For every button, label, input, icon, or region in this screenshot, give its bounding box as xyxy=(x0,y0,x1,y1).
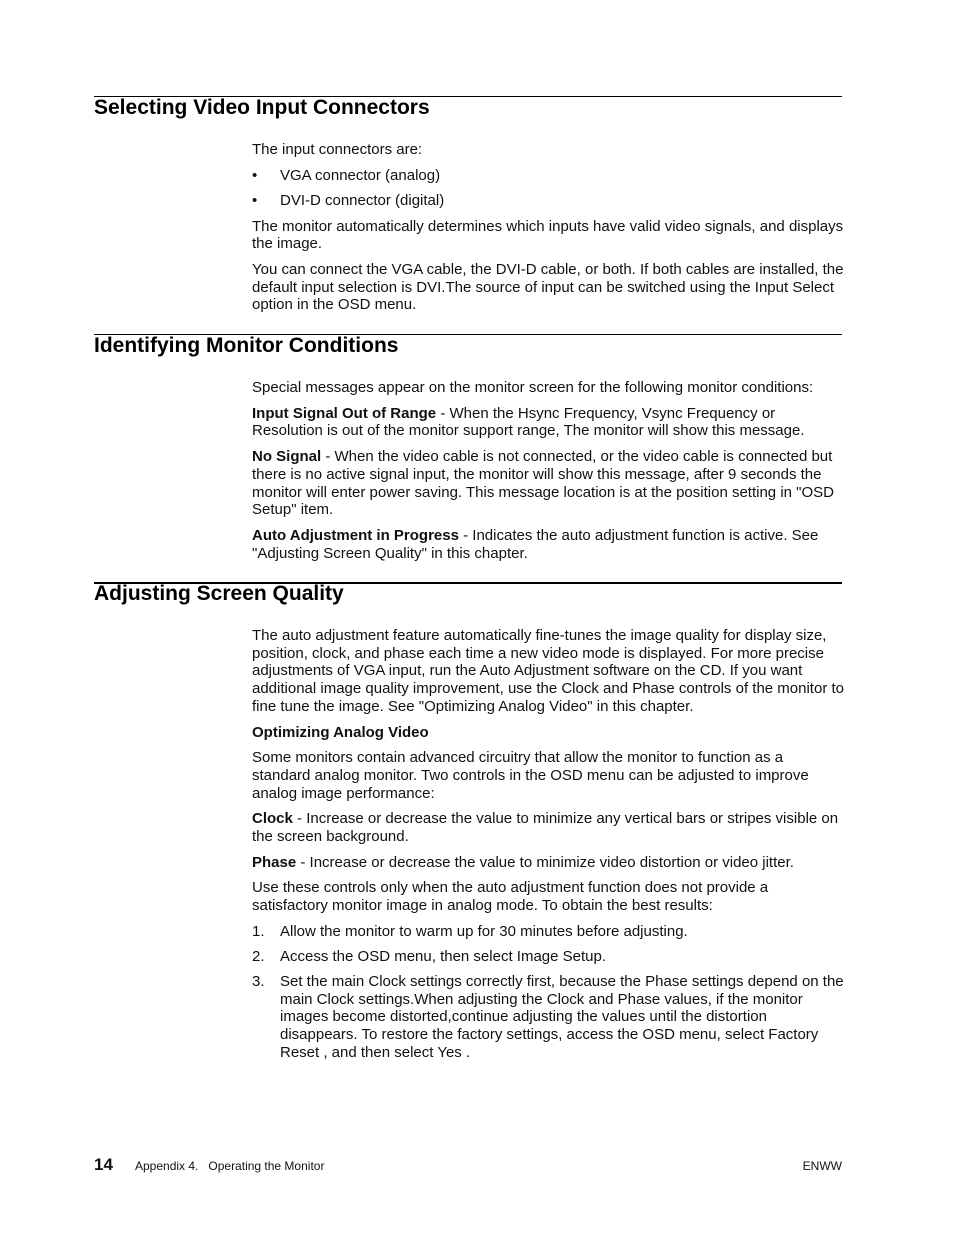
heading-screen-quality: Adjusting Screen Quality xyxy=(94,582,344,605)
subheading-optimizing-analog: Optimizing Analog Video xyxy=(252,723,429,741)
screen-quality-para1: The auto adjustment feature automatically fine-tunes the image quality for display size, position, clock, and phase each time a new video mode is displayed. For more precise adjustments of VGA input, run the Auto Adjustment software on the CD. If you want additional image quality improvement, use the Clock and Phase controls of the monitor to fine tune the image. See "Optimizing Analog Video" in this chapter. xyxy=(252,627,844,715)
connector-list xyxy=(252,167,844,210)
list-item: 2. Access the OSD menu, then select Image Setup. xyxy=(252,947,607,965)
footer-chapter: Appendix 4. Operating the Monitor xyxy=(135,1159,325,1173)
steps-list xyxy=(252,923,844,1062)
list-item: 1. Allow the monitor to warm up for 30 minutes before adjusting. xyxy=(252,922,688,940)
video-input-para1: The monitor automatically determines which inputs have valid video signals, and displays the image. xyxy=(252,217,844,253)
list-item: • VGA connector (analog) xyxy=(252,166,441,184)
condition-no-signal: No Signal - When the video cable is not connected, or the video cable is connected but there is no active signal input, the monitor will show this message, after 9 seconds the monitor will enter power saving. This message location is at the position setting in "OSD Setup" item. xyxy=(252,448,834,519)
screen-quality-para2: Some monitors contain advanced circuitry that allow the monitor to function as a standard analog monitor. Two controls in the OSD menu can be adjusted to improve analog image performance: xyxy=(252,749,809,802)
clock-description: Clock - Increase or decrease the value to minimize any vertical bars or stripes visible on the screen background. xyxy=(252,810,839,846)
list-item: • DVI-D connector (digital) xyxy=(252,191,445,209)
list-item: 3. Set the main Clock settings correctly first, because the Phase settings depend on the main Clock settings.When adjusting the Clock and Phase values, if the monitor images become distorted,continue adjusting the values until the distortion disappears. To restore the factory settings, access the OSD menu, select Factory Reset , and then select Yes . xyxy=(252,973,844,1061)
section-video-input xyxy=(252,141,844,322)
page-number: 14 xyxy=(94,1155,113,1174)
section-monitor-conditions xyxy=(252,379,844,570)
video-input-para2: You can connect the VGA cable, the DVI-D cable, or both. If both cables are installed, the default input selection is DVI.The source of input can be switched using the Input Select option in the OSD menu. xyxy=(252,260,844,314)
condition-auto-adjustment: Auto Adjustment in Progress - Indicates the auto adjustment function is active. See "Adjusting Screen Quality" in this chapter. xyxy=(252,526,819,562)
bullet-marker: • xyxy=(252,191,258,209)
heading-video-input: Selecting Video Input Connectors xyxy=(94,96,430,119)
heading-monitor-conditions: Identifying Monitor Conditions xyxy=(94,334,399,357)
video-input-intro: The input connectors are: xyxy=(252,141,423,158)
monitor-conditions-intro: Special messages appear on the monitor screen for the following monitor conditions: xyxy=(252,379,814,396)
footer-locale: ENWW xyxy=(802,1159,842,1173)
bullet-marker: • xyxy=(252,166,258,184)
section-screen-quality xyxy=(252,627,844,1070)
screen-quality-para3: Use these controls only when the auto adjustment function does not provide a satisfactory monitor image in analog mode. To obtain the best results: xyxy=(252,879,769,915)
condition-out-of-range: Input Signal Out of Range - When the Hsync Frequency, Vsync Frequency or Resolution is out of the monitor support range, The monitor will show this message. xyxy=(252,404,805,440)
phase-description: Phase - Increase or decrease the value to minimize video distortion or video jitter. xyxy=(252,853,794,871)
